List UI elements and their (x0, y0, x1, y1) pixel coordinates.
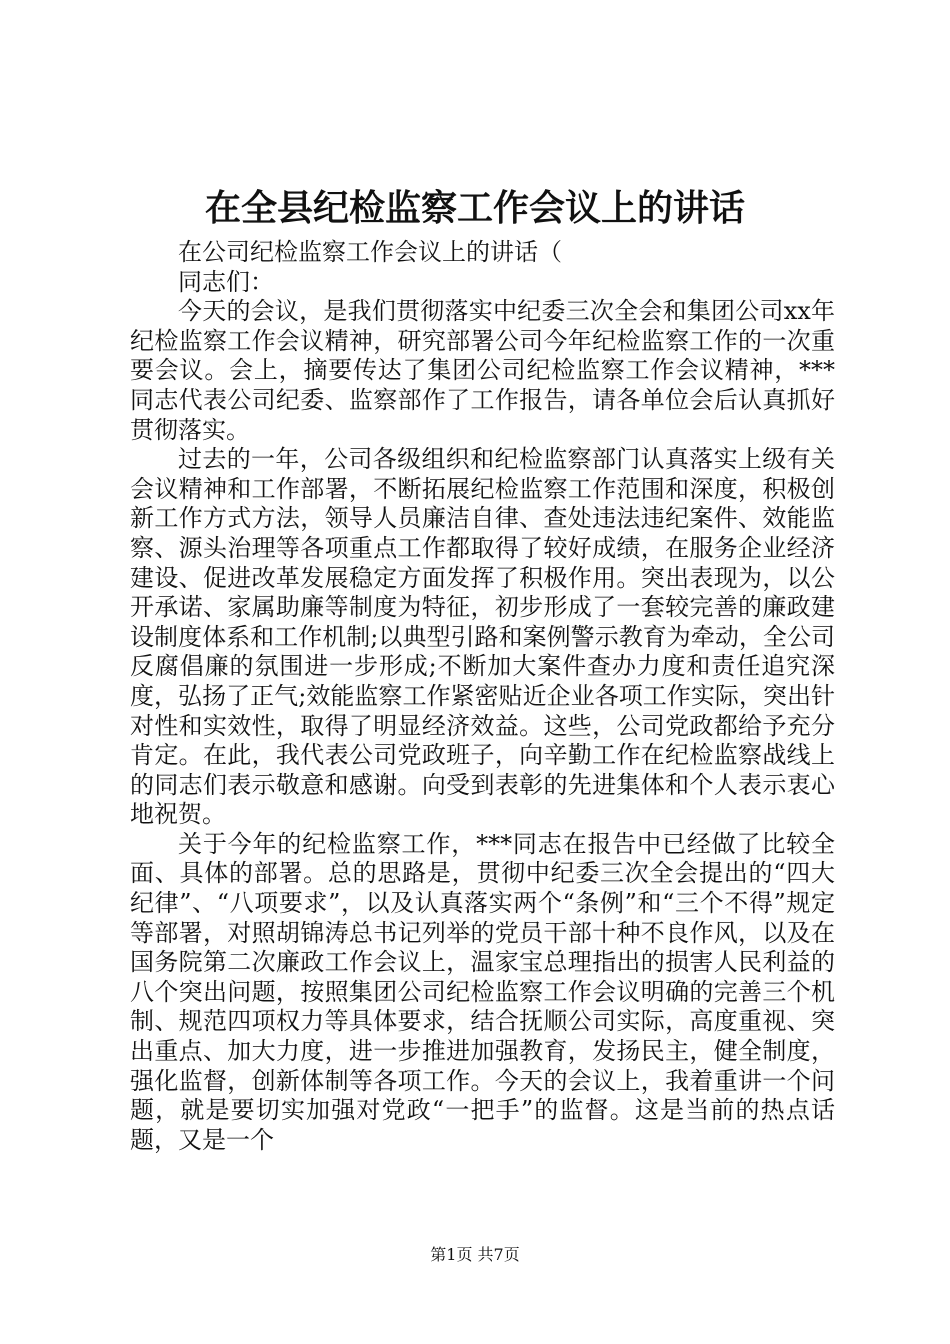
paragraph-1: 今天的会议，是我们贯彻落实中纪委三次全会和集团公司xx年纪检监察工作会议精神，研究部署公司今年纪检监察工作的一次重要会议。会上，摘要传达了集团公司纪检监察工作会议精神，***同志代表公司纪委、监察部作了工作报告，请各单位会后认真抓好贯彻落实。 (130, 297, 835, 444)
subtitle-line: 在公司纪检监察工作会议上的讲话（ (178, 238, 562, 266)
page-footer (0, 1245, 950, 1265)
document-body (130, 238, 835, 1155)
paragraph-2: 过去的一年，公司各级组织和纪检监察部门认真落实上级有关会议精神和工作部署，不断拓展纪检监察工作范围和深度，积极创新工作方式方法，领导人员廉洁自律、查处违法违纪案件、效能监察、源头治理等各项重点工作都取得了较好成绩，在服务企业经济建设、促进改革发展稳定方面发挥了积极作用。突出表现为，以公开承诺、家属助廉等制度为特征，初步形成了一套较完善的廉政建设制度体系和工作机制;以典型引路和案例警示教育为牵动，全公司反腐倡廉的氛围进一步形成;不断加大案件查办力度和责任追究深度，弘扬了正气;效能监察工作紧密贴近企业各项工作实际，突出针对性和实效性，取得了明显经济效益。这些，公司党政都给予充分肯定。在此，我代表公司党政班子，向辛勤工作在纪检监察战线上的同志们表示敬意和感谢。向受到表彰的先进集体和个人表示衷心地祝贺。 (130, 445, 835, 829)
paragraph-3: 关于今年的纪检监察工作，***同志在报告中已经做了比较全面、具体的部署。总的思路是，贯彻中纪委三次全会提出的“四大纪律”、“八项要求”，以及认真落实两个“条例”和“三个不得”规定等部署，对照胡锦涛总书记列举的党员干部十种不良作风，以及在国务院第二次廉政工作会议上，温家宝总理指出的损害人民利益的八个突出问题，按照集团公司纪检监察工作会议明确的完善三个机制、规范四项权力等具体要求，结合抚顺公司实际，高度重视、突出重点、加大力度，进一步推进加强教育，发扬民主，健全制度，强化监督，创新体制等各项工作。今天的会议上，我着重讲一个问题，就是要切实加强对党政“一把手”的监督。这是当前的热点话题，又是一个 (130, 829, 835, 1154)
page-number-label: 第1页 共7页 (430, 1245, 520, 1264)
salutation-line: 同志们： (178, 267, 274, 296)
document-title: 在全县纪检监察工作会议上的讲话 (204, 187, 745, 229)
